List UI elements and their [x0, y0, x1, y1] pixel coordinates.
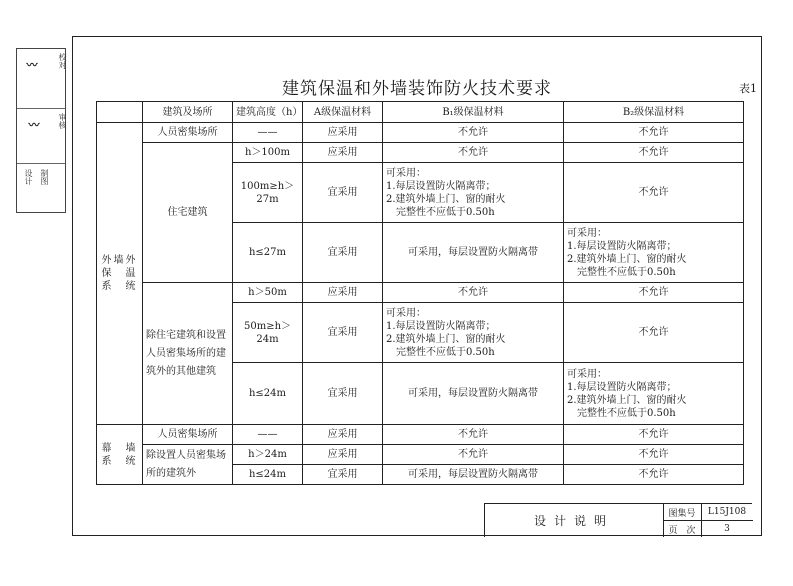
b1-cell: 不允许 — [383, 425, 564, 445]
group-curtain: 幕 墙 系 统 — [97, 425, 143, 485]
header-a-grade: A级保温材料 — [303, 102, 383, 123]
fire-requirements-table — [96, 101, 744, 485]
b2-cell: 不允许 — [564, 303, 744, 363]
header-system — [97, 102, 143, 123]
page-value: 3 — [724, 524, 730, 534]
b2-cell: 不允许 — [564, 143, 744, 163]
b2-cell: 可采用： 1.每层设置防火隔离带； 2.建筑外墙上门、窗的耐火 完整性不应低于0.50h — [564, 223, 744, 283]
table-header-row — [97, 102, 744, 123]
b1-cell: 可采用： 1.每层设置防火隔离带； 2.建筑外墙上门、窗的耐火 完整性不应低于0.50h — [383, 303, 564, 363]
group-exterior: 外墙外 保 温 系 统 — [97, 123, 143, 425]
a-cell: 宜采用 — [303, 163, 383, 223]
b2-cell: 不允许 — [564, 465, 744, 485]
category-cell: 除住宅建筑和设置人员密集场所的建筑外的其他建筑 — [143, 283, 233, 425]
atlas-label: 图集号 — [663, 504, 702, 521]
height-cell: —— — [233, 425, 303, 445]
height-cell: h＞24m — [233, 445, 303, 465]
a-cell: 应采用 — [303, 425, 383, 445]
height-cell: h＞50m — [233, 283, 303, 303]
b1-cell: 不允许 — [383, 143, 564, 163]
sidestrip-label: 校对 — [58, 53, 67, 69]
b2-cell: 不允许 — [564, 425, 744, 445]
title-block-description: 设计说明 — [485, 504, 664, 537]
b2-cell: 不允许 — [564, 283, 744, 303]
a-cell: 应采用 — [303, 123, 383, 143]
header-b1-grade: B₁级保温材料 — [383, 102, 564, 123]
b2-cell: 可采用： 1.每层设置防火隔离带； 2.建筑外墙上门、窗的耐火 完整性不应低于0.50h — [564, 363, 744, 425]
signature-mark: 〰 — [27, 119, 40, 130]
table-row — [97, 123, 744, 143]
category-cell: 住宅建筑 — [143, 143, 233, 283]
header-b2-grade: B₂级保温材料 — [564, 102, 744, 123]
title-block — [484, 503, 752, 537]
height-cell: h≤24m — [233, 363, 303, 425]
height-cell: 100m≥h＞27m — [233, 163, 303, 223]
height-cell: h≤27m — [233, 223, 303, 283]
b1-cell: 不允许 — [383, 445, 564, 465]
sidestrip-label: 设计 — [24, 169, 33, 185]
height-cell: h≤24m — [233, 465, 303, 485]
table-row — [97, 143, 744, 163]
category-cell: 除设置人员密集场所的建筑外 — [143, 445, 233, 485]
page-label: 页 次 — [663, 521, 702, 537]
header-building: 建筑及场所 — [143, 102, 233, 123]
b2-cell: 不允许 — [564, 445, 744, 465]
signature-mark: 〰 — [25, 59, 38, 70]
signature-strip — [16, 48, 66, 213]
a-cell: 宜采用 — [303, 465, 383, 485]
page-title: 建筑保温和外墙装饰防火技术要求 — [282, 79, 552, 99]
a-cell: 宜采用 — [303, 223, 383, 283]
table-row — [97, 283, 744, 303]
table-row — [97, 445, 744, 465]
table-number: 表1 — [739, 82, 757, 95]
b2-cell: 不允许 — [564, 163, 744, 223]
a-cell: 宜采用 — [303, 303, 383, 363]
sidestrip-label: 制图 — [40, 169, 49, 185]
height-cell: h＞100m — [233, 143, 303, 163]
height-cell: 50m≥h＞24m — [233, 303, 303, 363]
a-cell: 应采用 — [303, 283, 383, 303]
atlas-value: L15J108 — [701, 504, 753, 521]
category-cell: 人员密集场所 — [143, 425, 233, 445]
b1-cell: 不允许 — [383, 283, 564, 303]
b2-cell: 不允许 — [564, 123, 744, 143]
header-height: 建筑高度（h） — [233, 102, 303, 123]
sidestrip-label: 审核 — [58, 113, 67, 129]
b1-cell: 可采用，每层设置防火隔离带 — [383, 465, 564, 485]
b1-cell: 可采用： 1.每层设置防火隔离带； 2.建筑外墙上门、窗的耐火 完整性不应低于0.50h — [383, 163, 564, 223]
height-cell: —— — [233, 123, 303, 143]
b1-cell: 可采用，每层设置防火隔离带 — [383, 223, 564, 283]
a-cell: 宜采用 — [303, 363, 383, 425]
a-cell: 应采用 — [303, 143, 383, 163]
table-row — [97, 425, 744, 445]
b1-cell: 可采用，每层设置防火隔离带 — [383, 363, 564, 425]
category-cell: 人员密集场所 — [143, 123, 233, 143]
b1-cell: 不允许 — [383, 123, 564, 143]
a-cell: 应采用 — [303, 445, 383, 465]
